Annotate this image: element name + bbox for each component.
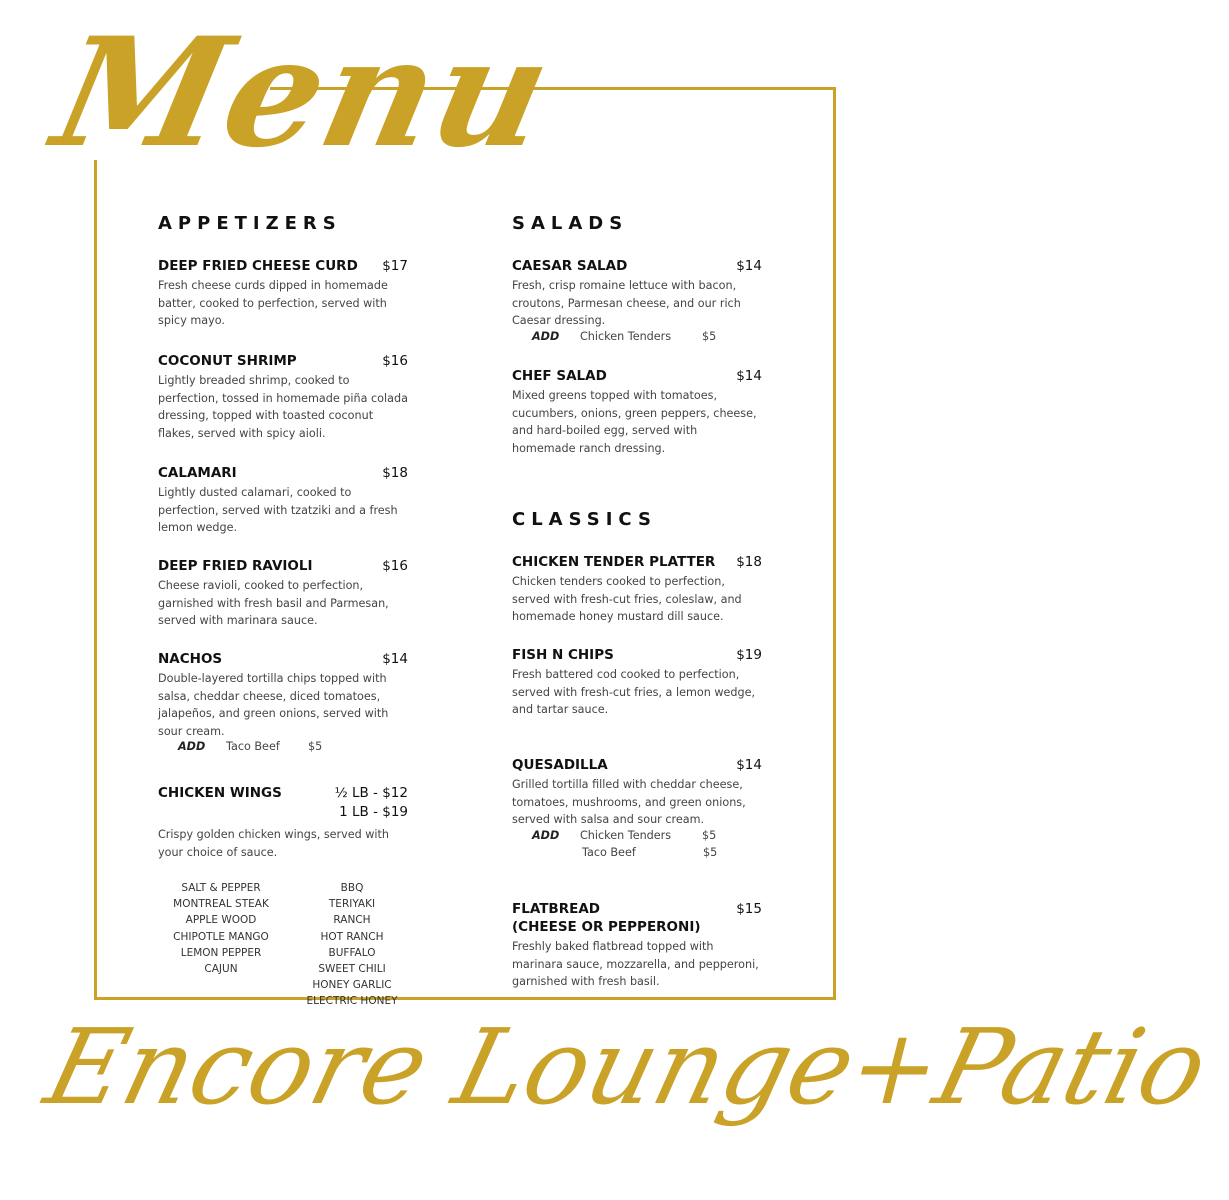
add-option: Chicken Tenders <box>580 828 672 842</box>
item-name: CALAMARI <box>158 465 237 481</box>
add-label: ADD <box>532 329 560 343</box>
item-name: DEEP FRIED CHEESE CURD <box>158 258 358 274</box>
item-name: NACHOS <box>158 651 223 667</box>
item-description: Mixed greens topped with tomatoes, cucumbers, onions, green peppers, cheese, and hard-boiled egg, served with homemade ranch dressing. <box>512 389 757 455</box>
add-option: Taco Beef <box>226 740 280 753</box>
item-description: Lightly dusted calamari, cooked to perfection, served with tzatziki and a fresh lemon wedge. <box>158 486 398 534</box>
item-description: Double-layered tortilla chips topped with salsa, cheddar cheese, diced tomatoes, jalapeños, and green onions, served with sour cream. <box>158 672 389 738</box>
menu-item-caesar-salad <box>512 257 762 347</box>
item-price: $18 <box>736 554 762 570</box>
item-name-subtitle: (CHEESE OR PEPPERONI) <box>512 919 701 935</box>
sauce-list-right <box>300 880 404 1010</box>
item-name: COCONUT SHRIMP <box>158 353 297 369</box>
item-name: DEEP FRIED RAVIOLI <box>158 558 313 574</box>
item-price: $14 <box>736 757 762 773</box>
classics-heading: CLASSICS <box>512 509 657 530</box>
item-description: Cheese ravioli, cooked to perfection, garnished with fresh basil and Parmesan, served with marinara sauce. <box>158 579 389 627</box>
item-price-half: ½ LB - $12 <box>334 785 408 801</box>
add-option: Taco Beef <box>582 845 636 859</box>
item-description: Chicken tenders cooked to perfection, served with fresh-cut fries, coleslaw, and homemade honey mustard dill sauce. <box>512 575 742 623</box>
sauce-item: SWEET CHILI <box>318 963 386 976</box>
sauce-item: BBQ <box>340 882 364 894</box>
sauce-item: BUFFALO <box>328 946 376 959</box>
sauce-list-left <box>160 880 282 977</box>
item-price: $14 <box>382 651 408 667</box>
sauce-item: APPLE WOOD <box>185 914 257 927</box>
add-label: ADD <box>532 828 560 842</box>
menu-item-fish-n-chips <box>512 646 762 719</box>
menu-item-chicken-wings <box>158 784 408 861</box>
menu-item-chicken-tender-platter <box>512 553 762 626</box>
sauce-item: SALT & PEPPER <box>181 882 261 894</box>
item-name: FLATBREAD <box>512 901 600 917</box>
menu-item-coconut-shrimp <box>158 352 408 442</box>
item-price: $15 <box>736 901 762 917</box>
item-description: Fresh, crisp romaine lettuce with bacon, croutons, Parmesan cheese, and our rich Caesar dressing. <box>512 279 741 327</box>
appetizers-heading: APPETIZERS <box>158 213 342 234</box>
add-price: $5 <box>702 329 717 343</box>
item-price: $19 <box>736 647 762 663</box>
item-price: $17 <box>382 258 408 274</box>
item-description: Freshly baked flatbread topped with marinara sauce, mozzarella, and pepperoni, garnished with fresh basil. <box>512 940 759 988</box>
add-on-row <box>512 330 762 347</box>
menu-item-calamari <box>158 464 408 537</box>
item-description: Lightly breaded shrimp, cooked to perfection, tossed in homemade piña colada dressing, topped with toasted coconut flakes, served with spicy aioli. <box>158 374 408 440</box>
menu-title: Menu <box>41 5 567 181</box>
sauce-item: HOT RANCH <box>320 930 384 943</box>
menu-item-chef-salad <box>512 367 762 457</box>
add-price: $5 <box>308 740 323 753</box>
item-name: CHEF SALAD <box>512 368 607 384</box>
item-price: $14 <box>736 258 762 274</box>
item-description: Grilled tortilla filled with cheddar cheese, tomatoes, mushrooms, and green onions, served with salsa and sour cream. <box>512 778 746 826</box>
add-on-row <box>512 829 762 846</box>
sauce-item: TERIYAKI <box>328 898 376 911</box>
sauce-item: ELECTRIC HONEY <box>306 995 398 1008</box>
menu-item-cheese-curd <box>158 257 408 330</box>
sauce-item: RANCH <box>333 914 371 927</box>
item-price: $16 <box>382 558 408 574</box>
menu-item-ravioli <box>158 557 408 630</box>
item-name: CHICKEN WINGS <box>158 785 282 801</box>
add-label: ADD <box>178 740 206 753</box>
sauce-item: CHIPOTLE MANGO <box>173 930 269 943</box>
item-name: CHICKEN TENDER PLATTER <box>512 554 716 570</box>
item-price: $18 <box>382 465 408 481</box>
add-option: Chicken Tenders <box>580 329 672 343</box>
menu-item-quesadilla <box>512 756 762 863</box>
menu-item-nachos <box>158 650 408 757</box>
item-price: $14 <box>736 368 762 384</box>
item-description: Fresh cheese curds dipped in homemade batter, cooked to perfection, served with spicy mayo. <box>158 279 388 327</box>
item-price-full: 1 LB - $19 <box>339 804 408 820</box>
item-price: $16 <box>382 353 408 369</box>
add-price: $5 <box>702 828 717 842</box>
item-name: CAESAR SALAD <box>512 258 628 274</box>
add-price: $5 <box>703 845 718 859</box>
salads-heading: SALADS <box>512 213 629 234</box>
venue-name: Encore Lounge+Patio <box>27 1015 1227 1119</box>
item-name: FISH N CHIPS <box>512 647 614 663</box>
add-on-row <box>512 846 762 863</box>
sauce-item: CAJUN <box>204 963 238 976</box>
sauce-item: HONEY GARLIC <box>312 979 392 992</box>
add-on-row <box>158 740 408 757</box>
item-name: QUESADILLA <box>512 757 608 773</box>
item-description: Fresh battered cod cooked to perfection, served with fresh-cut fries, a lemon wedge, and tartar sauce. <box>512 668 756 716</box>
sauce-item: MONTREAL STEAK <box>173 898 269 911</box>
sauce-item: LEMON PEPPER <box>180 946 262 959</box>
item-description: Crispy golden chicken wings, served with your choice of sauce. <box>158 828 390 859</box>
menu-item-flatbread <box>512 900 762 991</box>
